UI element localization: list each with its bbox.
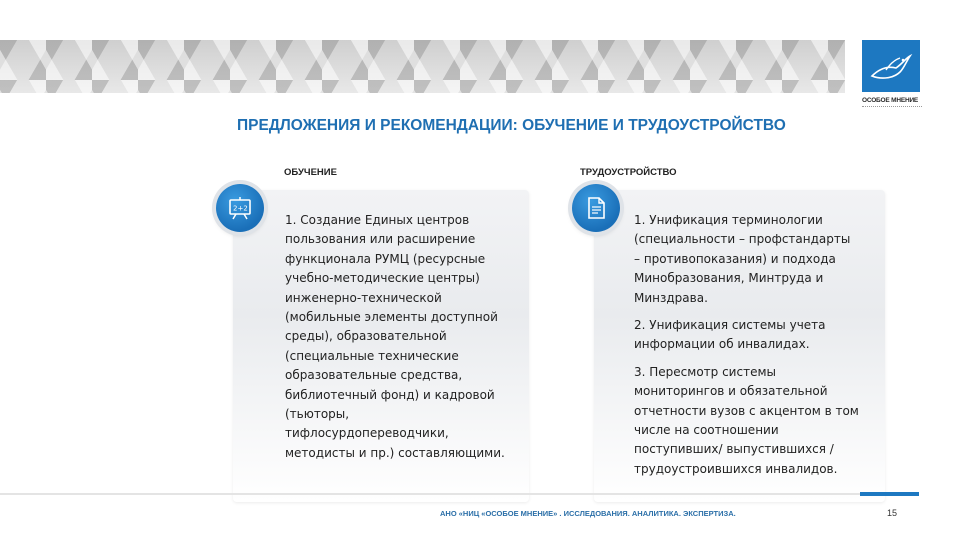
employment-item-1: 1. Унификация терминологии (специальности – профстандарты – противопоказания) и подхода Минобразования, Минтруда и Минздрава. [634, 213, 851, 305]
brand-tagline-divider [862, 106, 922, 109]
svg-text:2+2: 2+2 [233, 204, 248, 213]
brand-logo[interactable] [862, 40, 920, 92]
footer-divider [0, 493, 919, 495]
employment-item-3: 3. Пересмотр системы мониторингов и обязательной отчетности вузов с акцентом в том числе на соотношении поступивших/ выпустившихся / трудоустроившихся инвалидов. [634, 364, 859, 476]
document-icon [584, 196, 608, 220]
employment-item-2: 2. Унификация системы учета информации об инвалидах. [634, 318, 826, 352]
page-title: ПРЕДЛОЖЕНИЯ И РЕКОМЕНДАЦИИ: ОБУЧЕНИЕ И ТРУДОУСТРОЙСТВО [237, 117, 786, 134]
employment-icon-badge [572, 184, 620, 232]
chalkboard-icon [228, 196, 252, 220]
employment-list [634, 211, 859, 487]
education-item: 1. Создание Единых центров пользования или расширение функционала РУМЦ (ресурсные учебно-методические центры) инженерно-технической (мобильные элементы доступной среды), образовательной (специальные технические образовательные средства, библиотечный фонд) и кадровой (тьюторы, тифлосурдопереводчики, методисты и пр.) составляющими. [285, 213, 505, 460]
header-banner [0, 40, 845, 93]
education-text [285, 211, 515, 471]
bird-logo-icon [868, 46, 914, 86]
education-heading: ОБУЧЕНИЕ [284, 167, 337, 178]
education-icon-badge [216, 184, 264, 232]
employment-heading: ТРУДОУСТРОЙСТВО [580, 167, 677, 178]
footer-text: АНО «НИЦ «ОСОБОЕ МНЕНИЕ» . ИССЛЕДОВАНИЯ. АНАЛИТИКА. ЭКСПЕРТИЗА. [440, 509, 736, 518]
footer-accent [860, 492, 919, 496]
brand-name: ОСОБОЕ МНЕНИЕ [862, 97, 919, 104]
page-number: 15 [887, 508, 898, 518]
